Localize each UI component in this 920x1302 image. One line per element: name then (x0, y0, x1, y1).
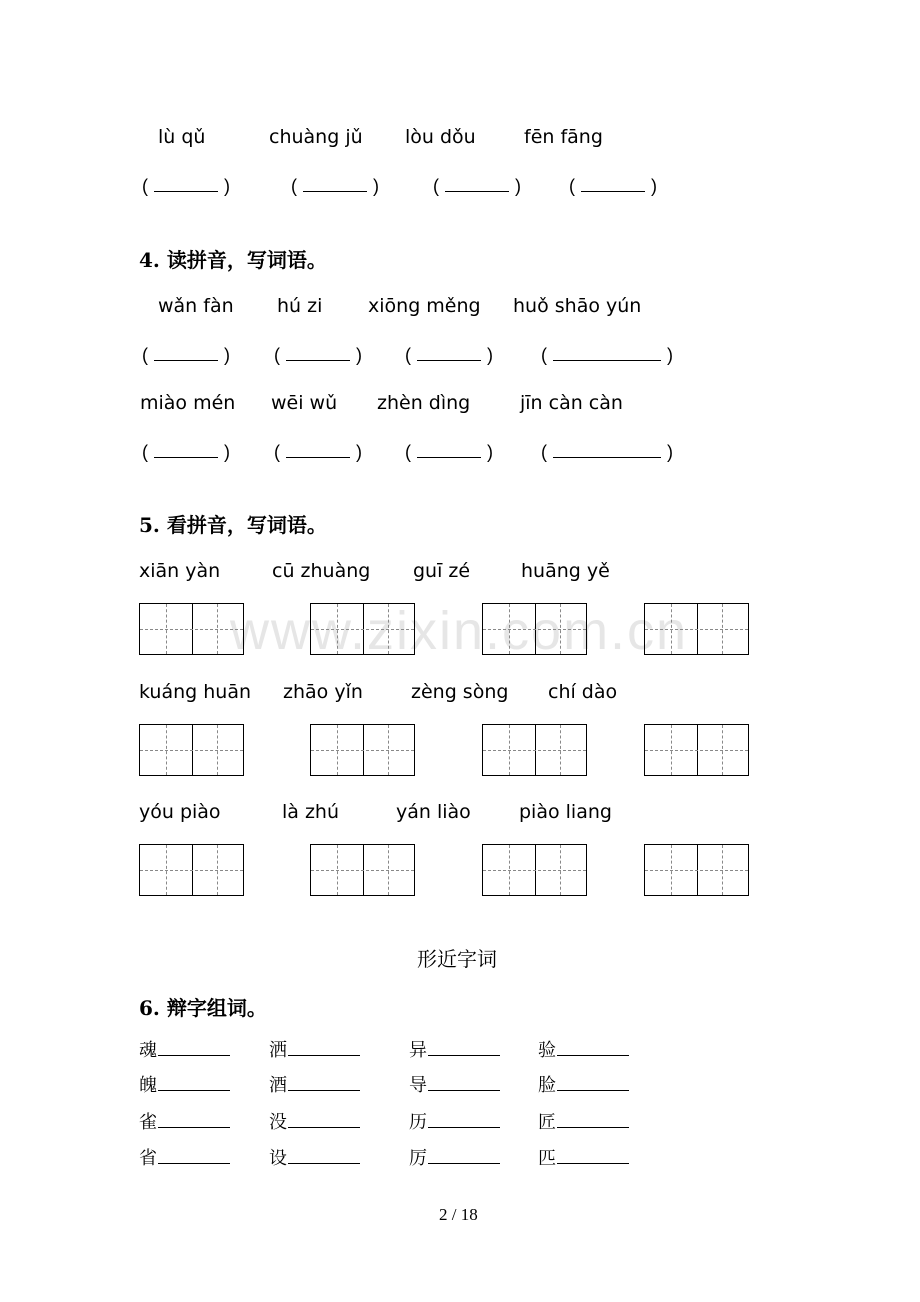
pinyin-q5-6: zhāo yǐn (283, 681, 363, 703)
answer-blank[interactable]: ( ) (274, 345, 362, 365)
writing-grid[interactable] (482, 844, 587, 896)
answer-blank[interactable]: ( ) (142, 176, 230, 196)
pinyin-q4-5: miào mén (140, 392, 236, 414)
pinyin-q5-10: là zhú (282, 801, 340, 823)
char-item[interactable]: 魂 (139, 1036, 230, 1062)
writing-grid[interactable] (310, 724, 415, 776)
writing-grid[interactable] (310, 603, 415, 655)
section-title: 形近字词 (417, 947, 497, 971)
answer-blank[interactable]: ( ) (291, 176, 379, 196)
answer-blank[interactable]: ( ) (274, 442, 362, 462)
pinyin-q3-2: chuàng jǔ (269, 126, 363, 148)
question-4-heading: 4. 读拼音，写词语。 (139, 248, 327, 272)
writing-grid[interactable] (644, 724, 749, 776)
char-item[interactable]: 匹 (538, 1144, 629, 1170)
answer-blank[interactable]: ( ) (541, 345, 673, 365)
answer-blank[interactable]: ( ) (405, 442, 493, 462)
char-item[interactable]: 异 (409, 1036, 500, 1062)
pinyin-q4-6: wēi wǔ (271, 392, 338, 414)
char-item[interactable]: 验 (538, 1036, 629, 1062)
question-6-heading: 6. 辩字组词。 (139, 996, 267, 1020)
pinyin-q5-5: kuáng huān (139, 681, 252, 703)
pinyin-q5-3: guī zé (413, 560, 471, 582)
char-item[interactable]: 酒 (269, 1071, 360, 1097)
char-item[interactable]: 洒 (269, 1036, 360, 1062)
char-item[interactable]: 雀 (139, 1108, 230, 1134)
char-item[interactable]: 历 (409, 1108, 500, 1134)
char-item[interactable]: 魄 (139, 1071, 230, 1097)
pinyin-q4-3: xiōng měng (368, 295, 481, 317)
watermark: www.zixin.com.cn (230, 601, 689, 661)
writing-grid[interactable] (644, 603, 749, 655)
answer-blank[interactable]: ( ) (541, 442, 673, 462)
answer-blank[interactable]: ( ) (405, 345, 493, 365)
pinyin-q5-9: yóu piào (139, 801, 221, 823)
writing-grid[interactable] (482, 724, 587, 776)
pinyin-q5-8: chí dào (548, 681, 618, 703)
char-item[interactable]: 没 (269, 1108, 360, 1134)
char-item[interactable]: 导 (409, 1071, 500, 1097)
answer-blank[interactable]: ( ) (142, 442, 230, 462)
question-5-heading: 5. 看拼音，写词语。 (139, 513, 327, 537)
answer-blank[interactable]: ( ) (433, 176, 521, 196)
writing-grid[interactable] (139, 603, 244, 655)
pinyin-q4-8: jīn càn càn (520, 392, 623, 414)
answer-blank[interactable]: ( ) (569, 176, 657, 196)
writing-grid[interactable] (644, 844, 749, 896)
pinyin-q5-2: cū zhuàng (272, 560, 371, 582)
char-item[interactable]: 厉 (409, 1144, 500, 1170)
pinyin-q4-4: huǒ shāo yún (513, 295, 642, 317)
pinyin-q5-1: xiān yàn (139, 560, 221, 582)
char-item[interactable]: 设 (269, 1144, 360, 1170)
char-item[interactable]: 脸 (538, 1071, 629, 1097)
pinyin-q3-4: fēn fāng (524, 126, 603, 148)
pinyin-q4-2: hú zi (277, 295, 323, 317)
writing-grid[interactable] (482, 603, 587, 655)
page-number: 2 / 18 (439, 1205, 478, 1224)
writing-grid[interactable] (139, 844, 244, 896)
answer-blank[interactable]: ( ) (142, 345, 230, 365)
pinyin-q3-3: lòu dǒu (405, 126, 476, 148)
writing-grid[interactable] (310, 844, 415, 896)
pinyin-q5-11: yán liào (396, 801, 471, 823)
char-item[interactable]: 匠 (538, 1108, 629, 1134)
pinyin-q4-1: wǎn fàn (158, 295, 234, 317)
pinyin-q5-12: piào liang (519, 801, 612, 823)
pinyin-q5-7: zèng sòng (411, 681, 509, 703)
pinyin-q3-1: lù qǔ (158, 126, 206, 148)
pinyin-q5-4: huāng yě (521, 560, 610, 582)
pinyin-q4-7: zhèn dìng (377, 392, 471, 414)
writing-grid[interactable] (139, 724, 244, 776)
char-item[interactable]: 省 (139, 1144, 230, 1170)
